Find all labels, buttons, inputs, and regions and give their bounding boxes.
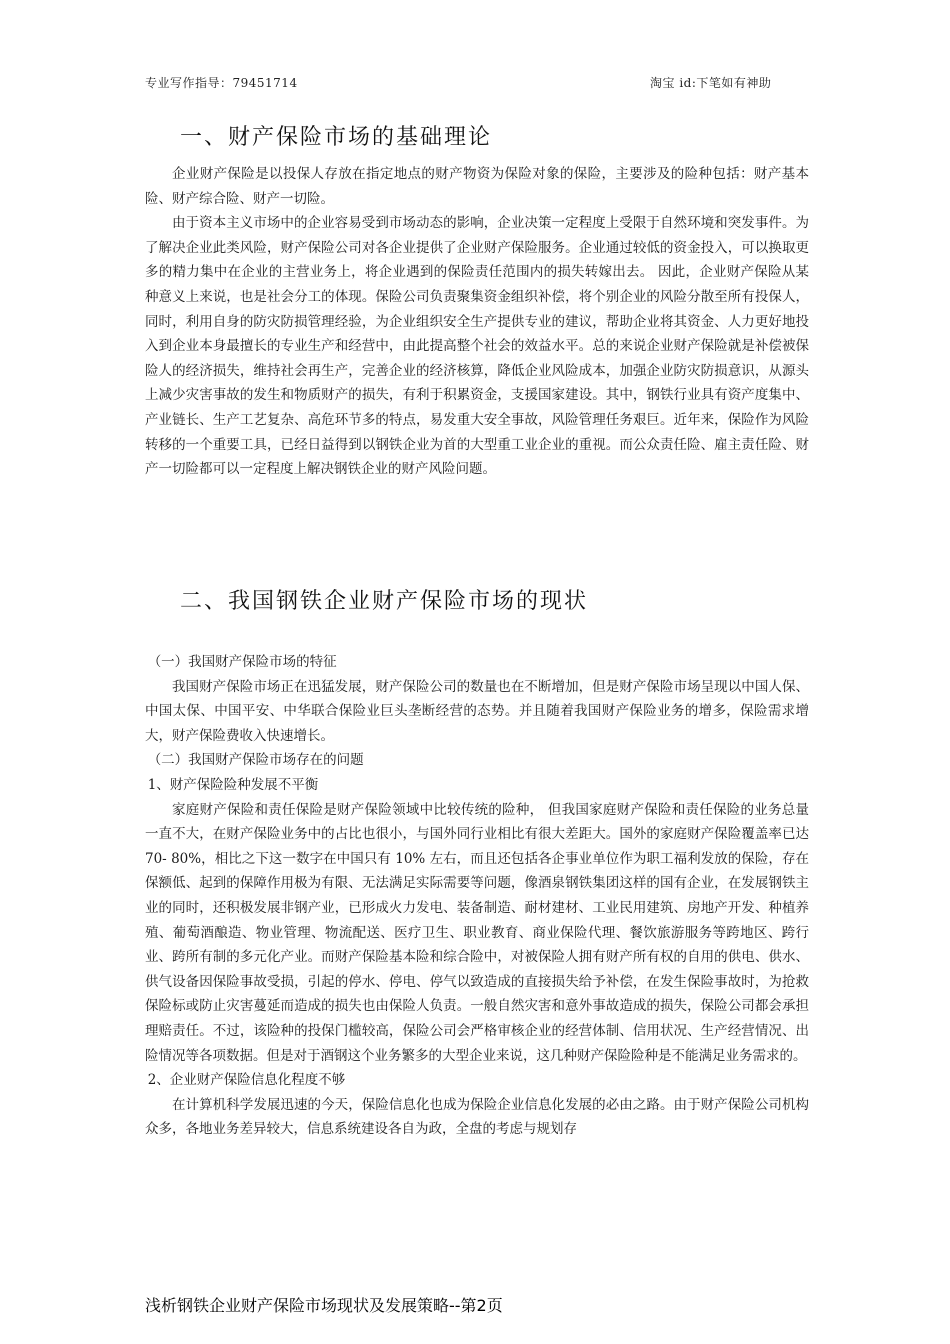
section-heading-1: 一、财产保险市场的基础理论 [180,125,493,150]
paragraph: 我国财产保险市场正在迅猛发展，财产保险公司的数量也在不断增加，但是财产保险市场呈现以中国人保、中国太保、中国平安、中华联合保险业巨头垄断经营的态势。并且随着我国财产保险业务的增多，保险需求增大，财产保险费收入快速增长。 [145,678,809,744]
paragraph: 在计算机科学发展迅速的今天，保险信息化也成为保险企业信息化发展的必由之路。由于财产保险公司机构众多，各地业务差异较大，信息系统建设各自为政，全盘的考虑与规划存 [145,1096,809,1138]
paragraph: 企业财产保险是以投保人存放在指定地点的财产物资为保险对象的保险，主要涉及的险种包括：财产基本险、财产综合险、财产一切险。 [145,166,809,207]
subheading: 1、财产保险险种发展不平衡 [147,776,319,793]
paragraph: 由于资本主义市场中的企业容易受到市场动态的影响，企业决策一定程度上受限于自然环境和突发事件。为了解决企业此类风险，财产保险公司对各企业提供了企业财产保险服务。企业通过较低的资金投入，可以换取更多的精力集中在企业的主营业务上，将企业遇到的保险责任范围内的损失转嫁出去。 因此，企业财产保险从某种意义上来说，也是社会分工的体现。保险公司负责聚集资金组织补偿，将个别企业的风险分散至所有投保人，同时，利用自身的防灾防损管理经验，为企业组织安全生产提供专业的建议，帮助企业将其资金、人力更好地投入到企业本身最擅长的专业生产和经营中，由此提高整个社会的效益水平。总的来说企业财产保险就是补偿被保险人的经济损失，维持社会再生产，完善企业的经济核算，降低企业风险成本，加强企业防灾防损意识，从源头上减少灾害事故的发生和物质财产的损失，有利于积累资金，支援国家建设。其中，钢铁行业具有资产度集中、产业链长、生产工艺复杂、高危环节多的特点，易发重大安全事故，风险管理任务艰巨。近年来，保险作为风险转移的一个重要工具，已经日益得到以钢铁企业为首的大型重工业企业的重视。而公众责任险、雇主责任险、财产一切险都可以一定程度上解决钢铁企业的财产风险问题。 [145,215,809,478]
section-1-body [145,162,809,482]
subheading: 2、企业财产保险信息化程度不够 [147,1072,346,1089]
section-heading-2: 二、我国钢铁企业财产保险市场的现状 [180,589,589,614]
footer-document-title: 浅析钢铁企业财产保险市场现状及发展策略--第2页 [145,1296,503,1315]
paragraph: 家庭财产保险和责任保险是财产保险领域中比较传统的险种， 但我国家庭财产保险和责任保险的业务总量一直不大，在财产保险业务中的占比也很小，与国外同行业相比有很大差距大。国外的家庭财产保险覆盖率已达 70- 80%，相比之下这一数字在中国只有 10% 左右，而且还包括各企事业单位作为职工福利发放的保险，存在保额低、起到的保障作用极为有限、无法满足实际需要等问题，像酒泉钢铁集团这样的国有企业，在发展钢铁主业的同时，还积极发展非钢产业，已形成火力发电、装备制造、耐材建材、工业民用建筑、房地产开发、种植养殖、葡萄酒酿造、物业管理、物流配送、医疗卫生、职业教育、商业保险代理、餐饮旅游服务等跨地区、跨行业、跨所有制的多元化产业。而财产保险基本险和综合险中，对被保险人拥有财产所有权的自用的供电、供水、供气设备因保险事故受损，引起的停水、停电、停气以致造成的直接损失给予补偿，在发生保险事故时，为抢救保险标或防止灾害蔓延而造成的损失也由保险人负责。一般自然灾害和意外事故造成的损失，保险公司都会承担理赔责任。不过，该险种的投保门槛较高，保险公司会严格审核企业的经营体制、信用状况、生产经营情况、出险情况等各项数据。但是对于酒钢这个业务繁多的大型企业来说，这几种财产保险险种是不能满足业务需求的。 [145,801,809,1064]
subheading: （二）我国财产保险市场存在的问题 [147,752,364,769]
header-shop-id: 淘宝 id:下笔如有神助 [650,76,772,90]
section-2-body [145,650,809,1142]
subheading: （一）我国财产保险市场的特征 [147,654,337,670]
header-contact: 专业写作指导：79451714 [145,76,298,90]
